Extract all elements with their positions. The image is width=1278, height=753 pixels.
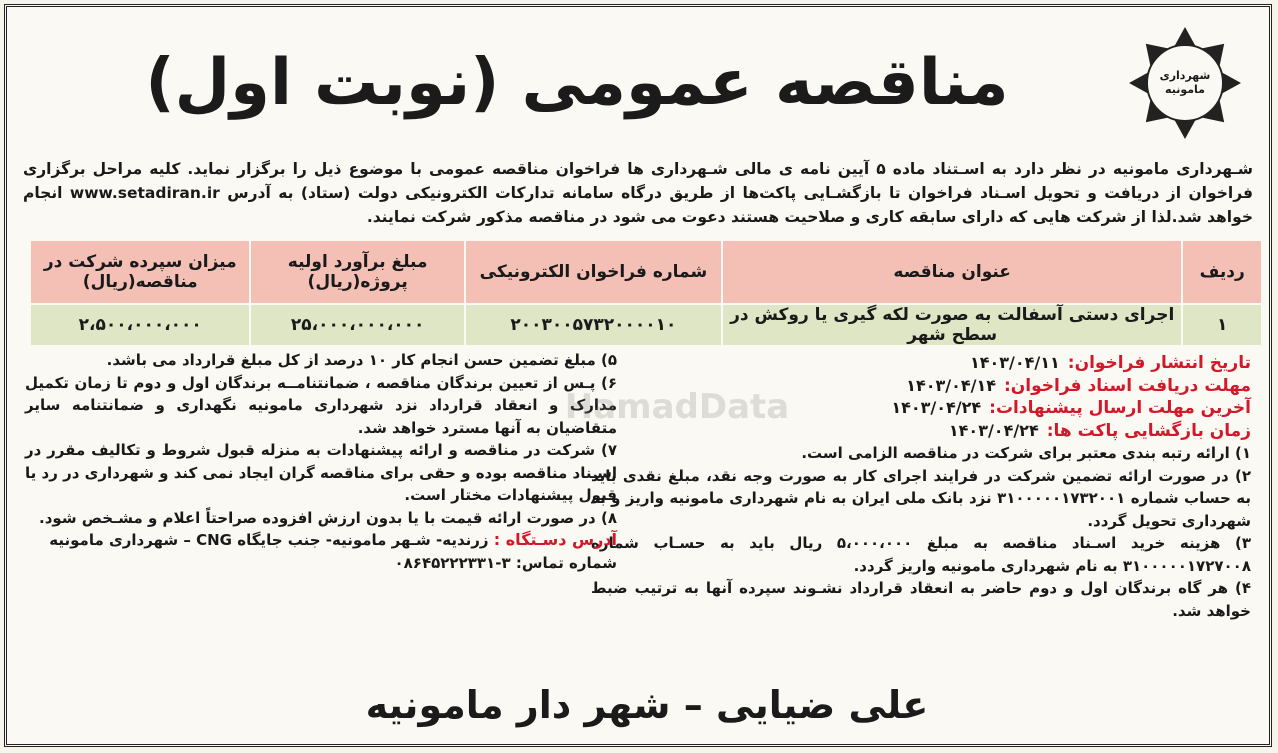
condition-8: ۸) در صورت ارائه قیمت با یا بدون ارزش افزوده صراحتاً اعلام و مشـخص شود.	[39, 508, 617, 527]
date-publish	[591, 352, 1251, 375]
condition-1: ۱) ارائه رتبه بندی معتبر برای شرکت در مناقصه الزامی است.	[801, 444, 1251, 462]
intro-text-part2: انجام خواهد شد.لذا از شرکت هایی که دارای سابقه کاری و صلاحیت هستند دعوت می شود در مناقصه مذکور شرکت نمایند.	[23, 184, 1253, 226]
cell-subject: اجرای دستی آسفالت به صورت لکه گیری یا روکش در سطح شهر	[722, 304, 1182, 346]
date-label: تاریخ انتشار فراخوان:	[1067, 353, 1251, 373]
logo-text-line2: مامونیه	[1165, 83, 1205, 96]
phone-number: شماره تماس: ۳-۰۸۶۴۵۲۲۲۳۳۱	[394, 553, 617, 572]
page-title: مناقصه عمومی (نوبت اول)	[145, 46, 1009, 120]
date-submission-deadline	[591, 397, 1251, 420]
address-label: آدرس دسـتگاه :	[493, 530, 617, 549]
watermark: HamadData	[564, 387, 790, 427]
logo-emblem	[1146, 44, 1224, 122]
header-deposit: میزان سپرده شرکت در مناقصه(ریال)	[30, 240, 250, 304]
header-tender-number: شماره فراخوان الکترونیکی	[465, 240, 722, 304]
date-value: ۱۴۰۳/۰۴/۱۴	[906, 375, 996, 395]
header	[67, 27, 1087, 139]
advertisement-frame	[4, 4, 1272, 747]
date-value: ۱۴۰۳/۰۴/۲۴	[948, 420, 1039, 440]
table-row	[30, 304, 1262, 346]
left-column	[25, 349, 617, 574]
signature-footer: علی ضیایی – شهر دار مامونیه	[365, 683, 929, 727]
intro-paragraph	[23, 157, 1253, 229]
date-value: ۱۴۰۳/۰۴/۲۴	[891, 398, 982, 417]
cell-deposit: ۲،۵۰۰،۰۰۰،۰۰۰	[30, 304, 250, 346]
cell-estimate: ۲۵،۰۰۰،۰۰۰،۰۰۰	[250, 304, 464, 346]
date-label: زمان بازگشایی پاکت ها:	[1046, 420, 1251, 441]
header-subject: عنوان مناقصه	[722, 240, 1182, 304]
tender-table	[29, 239, 1263, 347]
logo-text-line1: شهرداری	[1159, 68, 1211, 82]
website-link[interactable]: www.setadiran.ir	[69, 184, 220, 202]
header-row-number: ردیف	[1182, 240, 1262, 304]
municipality-logo	[1115, 19, 1255, 147]
condition-5: ۵) مبلغ تضمین حسن انجام کار ۱۰ درصد از کل مبلغ قرارداد می باشد.	[106, 351, 617, 369]
table-header-row	[30, 240, 1262, 304]
date-opening	[591, 420, 1251, 443]
date-label: آخرین مهلت ارسال پیشنهادات:	[989, 398, 1251, 418]
address-value: زرندیه- شـهر مامونیه- جنب جایگاه CNG – شهرداری مامونیه	[49, 531, 489, 549]
header-estimate: مبلغ برآورد اولیه پروژه(ریال)	[250, 240, 464, 304]
condition-4: ۴) هر گاه برندگان اول و دوم حاضر به انعقاد قرارداد نشـوند سپرده آنها به ترتیب ضبط خواهد شد.	[591, 579, 1251, 620]
date-label: مهلت دریافت اسناد فراخوان:	[1003, 375, 1251, 396]
condition-6: ۶) پـس از تعیین برندگان مناقصه ، ضمانتنامــه برندگان اول و دوم تا زمان تکمیل مدارک و انعقاد قرارداد نزد شهرداری مامونیه نگهداری و ضمانتنامه سایر متقاضیان به آنها مسترد خواهد شد.	[25, 373, 617, 437]
address-block	[25, 529, 617, 552]
condition-2: ۲) در صورت ارائه تضمین شرکت در فرایند اجرای کار به صورت وجه نقد، مبلغ نقدی باید به حساب شماره ۳۱۰۰۰۰۰۱۷۳۲۰۰۱ نزد بانک ملی ایران به نام شهرداری مامونیه واریز و به شهرداری تحویل گردد.	[591, 466, 1251, 530]
date-value: ۱۴۰۳/۰۴/۱۱	[969, 353, 1060, 372]
cell-tender-number: ۲۰۰۳۰۰۵۷۳۲۰۰۰۰۱۰	[465, 304, 722, 346]
condition-3: ۳) هزینه خرید اسـناد مناقصه به مبلغ ۵،۰۰۰،۰۰۰ ریال باید به حسـاب شماره ۳۱۰۰۰۰۰۱۷۲۷۰۰۸ به نام شهرداری مامونیه واریز گردد.	[591, 534, 1252, 575]
date-documents-deadline	[591, 375, 1251, 398]
intro-text-part1: شـهرداری مامونیه در نظر دارد به اسـتناد ماده ۵ آیین نامه ی مالی شـهرداری ها فراخوان مناقصه عمومی با موضوع ذیل را برگزار نماید. کلیه مراحل برگزاری فراخوان از دریافت و تحویل اسـناد فراخوان تا بازگشـایی پاکت‌ها از طریق درگاه سامانه تدارکات الکترونیکی دولت (ستاد) به آدرس	[23, 160, 1253, 202]
right-column	[591, 352, 1251, 622]
condition-7: ۷) شرکت در مناقصه و ارائه پیشنهادات به منزله قبول شروط و تکالیف مقرر در اسـناد مناقصه بوده و حقی برای مناقصه گران ایجاد نمی کند و شهرداری در رد یا قبول پیشنهادات مختار است.	[25, 441, 617, 504]
cell-row-number: ۱	[1182, 304, 1262, 346]
